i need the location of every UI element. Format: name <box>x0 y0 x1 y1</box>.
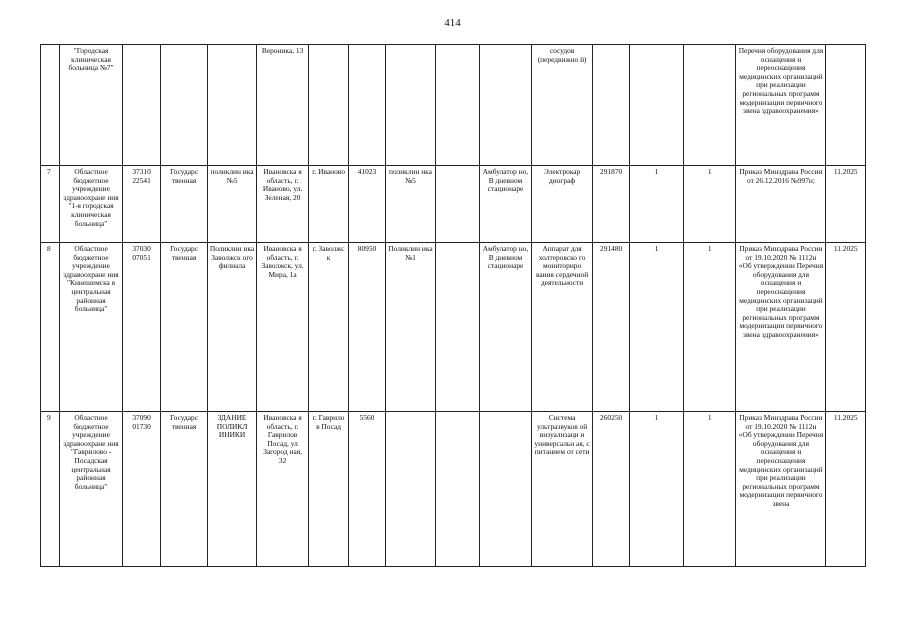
cell-unit <box>385 45 436 166</box>
cell-address: Вероника, 13 <box>257 45 309 166</box>
cell-number: 9 <box>41 412 60 567</box>
cell-unit <box>385 412 436 567</box>
cell-ownership: Государс твенная <box>161 243 208 412</box>
cell-date <box>826 45 866 166</box>
cell-number <box>41 45 60 166</box>
cell-subdivision: ЗДАНИЕ ПОЛИКЛ ИНИКИ <box>207 412 257 567</box>
cell-number: 7 <box>41 166 60 243</box>
cell-locality <box>308 45 348 166</box>
cell-quantity-plan: 1 <box>630 166 684 243</box>
cell-locality: г. Заволжс к <box>308 243 348 412</box>
cell-code: 37310 22541 <box>122 166 160 243</box>
cell-locality: г. Иваново <box>308 166 348 243</box>
cell-equipment: сосудов (передвижно й) <box>532 45 593 166</box>
cell-organization: Областное бюджетное учреждение здравоохране ния "Кинешемска я центральная районная больница" <box>60 243 123 412</box>
cell-subdivision: поликлин ика №5 <box>207 166 257 243</box>
cell-care-conditions: Амбулатор но, В дневном стационаре <box>479 166 532 243</box>
table-row <box>41 243 866 412</box>
cell-quantity: 1 <box>683 166 736 243</box>
cell-locality-code: 5560 <box>349 412 385 567</box>
cell-quantity: 1 <box>683 243 736 412</box>
cell-ownership: Государс твенная <box>161 412 208 567</box>
cell-quantity-plan: 1 <box>630 243 684 412</box>
cell-care-conditions <box>479 412 532 567</box>
cell-locality-code: 41023 <box>349 166 385 243</box>
cell-equipment: Система ультразвуков ой визуализаци и универсальн ая, с питанием от сети <box>532 412 593 567</box>
cell-organization: "Городская клиническая больница №7" <box>60 45 123 166</box>
cell-basis: Приказ Минздрава России от 19.10.2020 № 1112н «Об утверждении Перечня оборудования для оснащения и переоснащения медицинских организаций при реализации региональных программ модернизации первичного звена здравоохранения» <box>736 243 826 412</box>
cell-subdivision <box>207 45 257 166</box>
cell-organization: Областное бюджетное учреждение здравоохране ния "1-я городская клиническая больница" <box>60 166 123 243</box>
cell-code: 37030 07051 <box>122 243 160 412</box>
cell-code <box>122 45 160 166</box>
cell-unit: Поликлин ика №1 <box>385 243 436 412</box>
cell-empty <box>436 412 479 567</box>
cell-equipment-code <box>592 45 629 166</box>
cell-quantity-plan <box>630 45 684 166</box>
cell-unit: поликлин ика №5 <box>385 166 436 243</box>
cell-address: Ивановска я область, г. Иваново, ул. Зеленая, 20 <box>257 166 309 243</box>
cell-number: 8 <box>41 243 60 412</box>
table-body <box>41 45 866 567</box>
cell-ownership: Государс твенная <box>161 166 208 243</box>
table-row <box>41 412 866 567</box>
cell-date: 11.2025 <box>826 412 866 567</box>
cell-basis: Приказ Минздрава России от 19.10.2020 № 1112н «Об утверждении Перечня оборудования для оснащения и переоснащения медицинских организаций при реализации региональных программ модернизации первичного звена <box>736 412 826 567</box>
cell-subdivision: Поликлин ика Заволжск ого филиала <box>207 243 257 412</box>
cell-address: Ивановска я область, г. Гаврилов Посад, ул Загород ная, 32 <box>257 412 309 567</box>
cell-address: Ивановска я область, г. Заволжск, ул. Мира, 1а <box>257 243 309 412</box>
cell-date: 11.2025 <box>826 243 866 412</box>
cell-basis: Перечня оборудования для оснащения и переоснащения медицинских организаций при реализации региональных программ модернизации первичного звена здравоохранения» <box>736 45 826 166</box>
table-row <box>41 166 866 243</box>
cell-quantity <box>683 45 736 166</box>
table-row <box>41 45 866 166</box>
cell-date: 11.2025 <box>826 166 866 243</box>
cell-care-conditions: Амбулатор но, В дневном стационаре <box>479 243 532 412</box>
cell-equipment-code: 291480 <box>592 243 629 412</box>
cell-locality: г. Гаврило в Посад <box>308 412 348 567</box>
cell-equipment-code: 260250 <box>592 412 629 567</box>
cell-organization: Областное бюджетное учреждение здравоохране ния "Гаврилово - Посадская центральная районная больница" <box>60 412 123 567</box>
cell-ownership <box>161 45 208 166</box>
page-number: 414 <box>444 17 461 29</box>
cell-empty <box>436 243 479 412</box>
cell-quantity: 1 <box>683 412 736 567</box>
cell-equipment-code: 291870 <box>592 166 629 243</box>
equipment-table <box>40 44 866 567</box>
cell-equipment: Аппарат для холтеровско го мониториро вания сердечной деятельности <box>532 243 593 412</box>
cell-quantity-plan: 1 <box>630 412 684 567</box>
cell-equipment: Электрокар диограф <box>532 166 593 243</box>
cell-code: 37090 01730 <box>122 412 160 567</box>
cell-locality-code <box>349 45 385 166</box>
cell-locality-code: 80950 <box>349 243 385 412</box>
cell-care-conditions <box>479 45 532 166</box>
cell-empty <box>436 45 479 166</box>
cell-basis: Приказ Минздрава России от 26.12.2016 №997н; <box>736 166 826 243</box>
cell-empty <box>436 166 479 243</box>
